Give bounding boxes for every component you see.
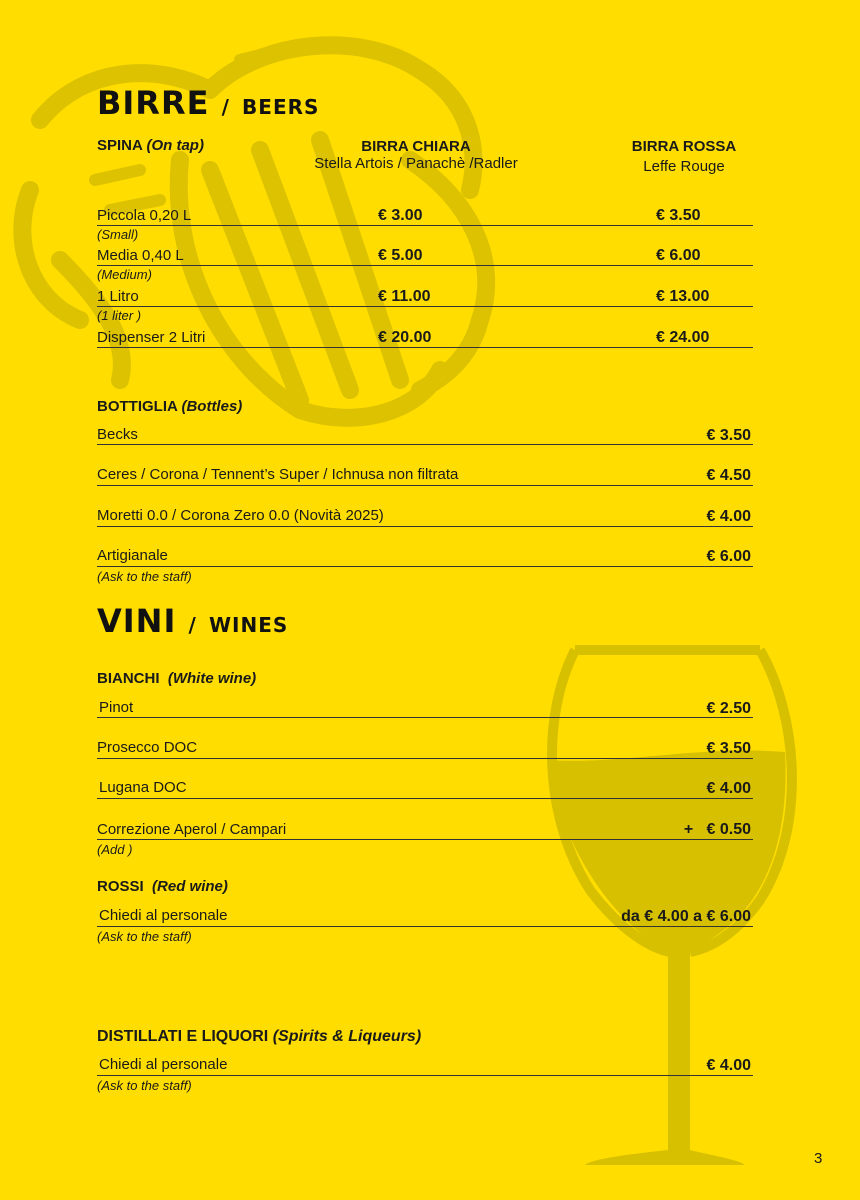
bottle-row-divider	[97, 526, 753, 527]
spirits-heading-en: (Spirits & Liqueurs)	[272, 1028, 422, 1045]
bottle-row-name: Ceres / Corona / Tennent’s Super / Ichnusa non filtrata	[97, 466, 459, 483]
tap-row-rossa-price: € 13.00	[656, 288, 710, 305]
white-wine-row-name: Prosecco DOC	[97, 739, 198, 756]
white-wine-row-price: + € 0.50	[683, 821, 751, 838]
bottle-row-price: € 4.50	[706, 467, 751, 484]
tap-heading-en: (On tap)	[146, 137, 204, 154]
spirits-row-name: Chiedi al personale	[99, 1056, 228, 1073]
tap-row-note: (Small)	[97, 227, 139, 242]
spirits-row-divider	[97, 1075, 753, 1076]
bottles-heading-en: (Bottles)	[181, 398, 243, 415]
white-wine-row-name: Correzione Aperol / Campari	[97, 821, 287, 838]
white-wine-heading-it: BIANCHI	[97, 670, 160, 687]
tap-row-note: (Medium)	[97, 267, 152, 282]
white-wine-row-price: € 3.50	[706, 740, 751, 757]
white-wine-row-divider	[97, 717, 753, 718]
red-wine-heading-it: ROSSI	[97, 878, 144, 895]
red-wine-row-divider	[97, 926, 753, 927]
bottle-row-price: € 3.50	[706, 427, 751, 444]
rossa-column-sub: Leffe Rouge	[643, 158, 725, 175]
chiara-column-title: BIRRA CHIARA	[361, 138, 471, 155]
white-wine-row-price: € 2.50	[706, 700, 751, 717]
tap-row-name: Media 0,40 L	[97, 247, 184, 264]
bottle-row-name: Becks	[97, 426, 138, 443]
tap-row-rossa-price: € 24.00	[656, 329, 710, 346]
tap-row-name: 1 Litro	[97, 288, 139, 305]
red-wine-row-note: (Ask to the staff)	[97, 929, 192, 944]
chiara-column-sub: Stella Artois / Panachè /Radler	[314, 155, 518, 172]
bottle-row-note: (Ask to the staff)	[97, 569, 192, 584]
tap-row-rossa-price: € 6.00	[656, 247, 701, 264]
beers-title-sub: BEERS	[242, 95, 320, 119]
spirits-row-note: (Ask to the staff)	[97, 1078, 192, 1093]
bottles-heading-it: BOTTIGLIA	[97, 398, 178, 415]
bottle-row-price: € 4.00	[706, 508, 751, 525]
rossa-column-title: BIRRA ROSSA	[631, 138, 737, 155]
tap-row-chiara-price: € 11.00	[378, 288, 431, 305]
red-wine-heading-en: (Red wine)	[152, 878, 228, 895]
tap-row-chiara-price: € 20.00	[378, 329, 432, 346]
tap-heading	[97, 137, 204, 154]
wines-title-main: VINI	[97, 602, 177, 640]
white-wine-heading	[97, 670, 256, 687]
white-wine-row-divider	[97, 839, 753, 840]
spirits-heading-it: DISTILLATI E LIQUORI	[97, 1028, 269, 1045]
spirits-row-price: € 4.00	[706, 1057, 751, 1074]
tap-row-rossa-price: € 3.50	[656, 207, 701, 224]
spirits-heading	[97, 1028, 421, 1046]
white-wine-row-divider	[97, 758, 753, 759]
bottles-heading	[97, 398, 242, 415]
tap-row-divider	[97, 306, 753, 307]
tap-row-divider	[97, 347, 753, 348]
page-number: 3	[814, 1150, 823, 1167]
white-wine-row-divider	[97, 798, 753, 799]
tap-row-name: Piccola 0,20 L	[97, 207, 192, 224]
tap-row-divider	[97, 225, 753, 226]
tap-row-note: (1 liter )	[97, 308, 142, 323]
red-wine-heading	[97, 878, 228, 895]
tap-row-chiara-price: € 3.00	[378, 207, 423, 224]
bottle-row-price: € 6.00	[706, 548, 751, 565]
tap-row-chiara-price: € 5.00	[378, 247, 423, 264]
white-wine-row-price: € 4.00	[706, 780, 751, 797]
white-wine-row-name: Lugana DOC	[99, 779, 187, 796]
bottle-row-name: Moretti 0.0 / Corona Zero 0.0 (Novità 2025)	[97, 507, 384, 524]
red-wine-row-name: Chiedi al personale	[99, 907, 228, 924]
wines-title-separator: /	[188, 613, 197, 637]
bottle-row-divider	[97, 566, 753, 567]
bottle-row-divider	[97, 485, 753, 486]
beers-title-separator: /	[221, 95, 230, 119]
tap-row-name: Dispenser 2 Litri	[97, 329, 206, 346]
white-wine-heading-en: (White wine)	[167, 670, 257, 687]
bottle-row-divider	[97, 444, 753, 445]
beers-title-main: BIRRE	[97, 84, 210, 122]
bottle-row-name: Artigianale	[97, 547, 168, 564]
wines-title-sub: WINES	[208, 613, 289, 637]
wines-title	[97, 602, 288, 640]
tap-row-divider	[97, 265, 753, 266]
tap-heading-it: SPINA	[97, 137, 143, 154]
white-wine-row-note: (Add )	[97, 842, 133, 857]
red-wine-row-price: da € 4.00 a € 6.00	[621, 908, 751, 925]
white-wine-row-name: Pinot	[99, 699, 134, 716]
beers-title	[97, 84, 319, 122]
